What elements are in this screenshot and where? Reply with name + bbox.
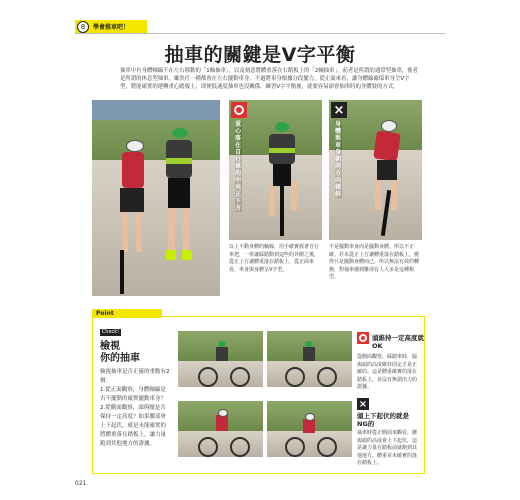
photo-coach-and-rider <box>92 100 220 296</box>
point-body: 檢視抽車是否正確的重點有2個： 1.從正面觀察，身體軸線是否不擺動的確實擺動車身？ 2.從側面觀察，頭與腰是否保持一定高度？如果腰部會上下起伏，就是未能確實的將體重落在踏板上，讓力量跑到其他地方的證據。 <box>100 369 170 447</box>
point-title: 檢視 你的抽車 <box>100 341 140 364</box>
ok-vertical-caption: 重心落在自行車的中央正下方 <box>235 121 242 212</box>
check-tab: Check! <box>101 329 120 335</box>
intro-paragraph: 抽車中有身體軸線不在左右移動的「1軸抽車」，以及刻意將體重落在右踏板上的「2軸抽車」。前者是所謂的通常型抽車，後者是所謂的休息型抽車。雖然任一種都會在左右擺動車身，不過將車身根據分段擺力，從正面來看，讓身體線確保車身呈V字型，將能確實的運轉重心踏板上，即便低速度抽車也沒關係。練習V字平衡後，就要容易卻會抽車時的身體裝的方式。 <box>120 68 418 90</box>
point-ng-cross-icon: × <box>358 398 368 410</box>
ng-cross-icon: × <box>331 102 347 118</box>
point-photo-ok-2 <box>267 331 352 387</box>
point-ng-body: 抽車時從正側面來觀看，腰與頭的高度會上下起伏，這是讓力量在踏板前就跑到其他地方，體重並未確實的落在踏板上。 <box>357 430 418 466</box>
point-photo-ng-2 <box>267 401 352 457</box>
photo-incorrect-form <box>329 100 422 240</box>
point-ok-body: 從側面觀察，踩踏車時，腦與頭的高度維持固定才是正確的。這是體重確實的落在踏板上，並沒有無謂出力的證據。 <box>357 354 418 390</box>
ok-circle-icon <box>231 102 247 118</box>
point-tab: Point <box>92 309 162 318</box>
ng-caption: 不是擺動車身而是擺動身體，所以不正確。若未從正上方讓體重落在踏板上，變得只是擺動身體而已，所以無法有效的轉換，對抽車感到難卻有人大多是這種類型。 <box>329 244 420 280</box>
section-tag <box>75 20 147 33</box>
photo-correct-form <box>229 100 322 240</box>
point-photo-ng-1 <box>178 401 263 457</box>
ok-caption: 以上不動身體的軸線，用手確實握著自行車把，一併讓踩踏動到這些的外側之後，從正上方讓體重落在踏板上，從正面來看，車身與身體呈V字型。 <box>229 244 320 273</box>
point-photo-ok-1 <box>178 331 263 387</box>
section-label: 學會推車吧！ <box>93 24 130 31</box>
point-ok-title: 頭維持一定高度就OK <box>372 334 424 350</box>
section-number: 8 <box>77 21 89 33</box>
point-ok-circle-icon <box>357 332 369 344</box>
page-number: 021 <box>75 480 87 487</box>
ng-vertical-caption: 身體與車身朝同方向傾斜 <box>335 121 342 198</box>
header-divider <box>75 33 445 34</box>
point-ng-title: 頭上下起伏的就是NG的 <box>357 412 409 428</box>
page-title: 抽車的關鍵是V字平衡 <box>164 44 356 66</box>
